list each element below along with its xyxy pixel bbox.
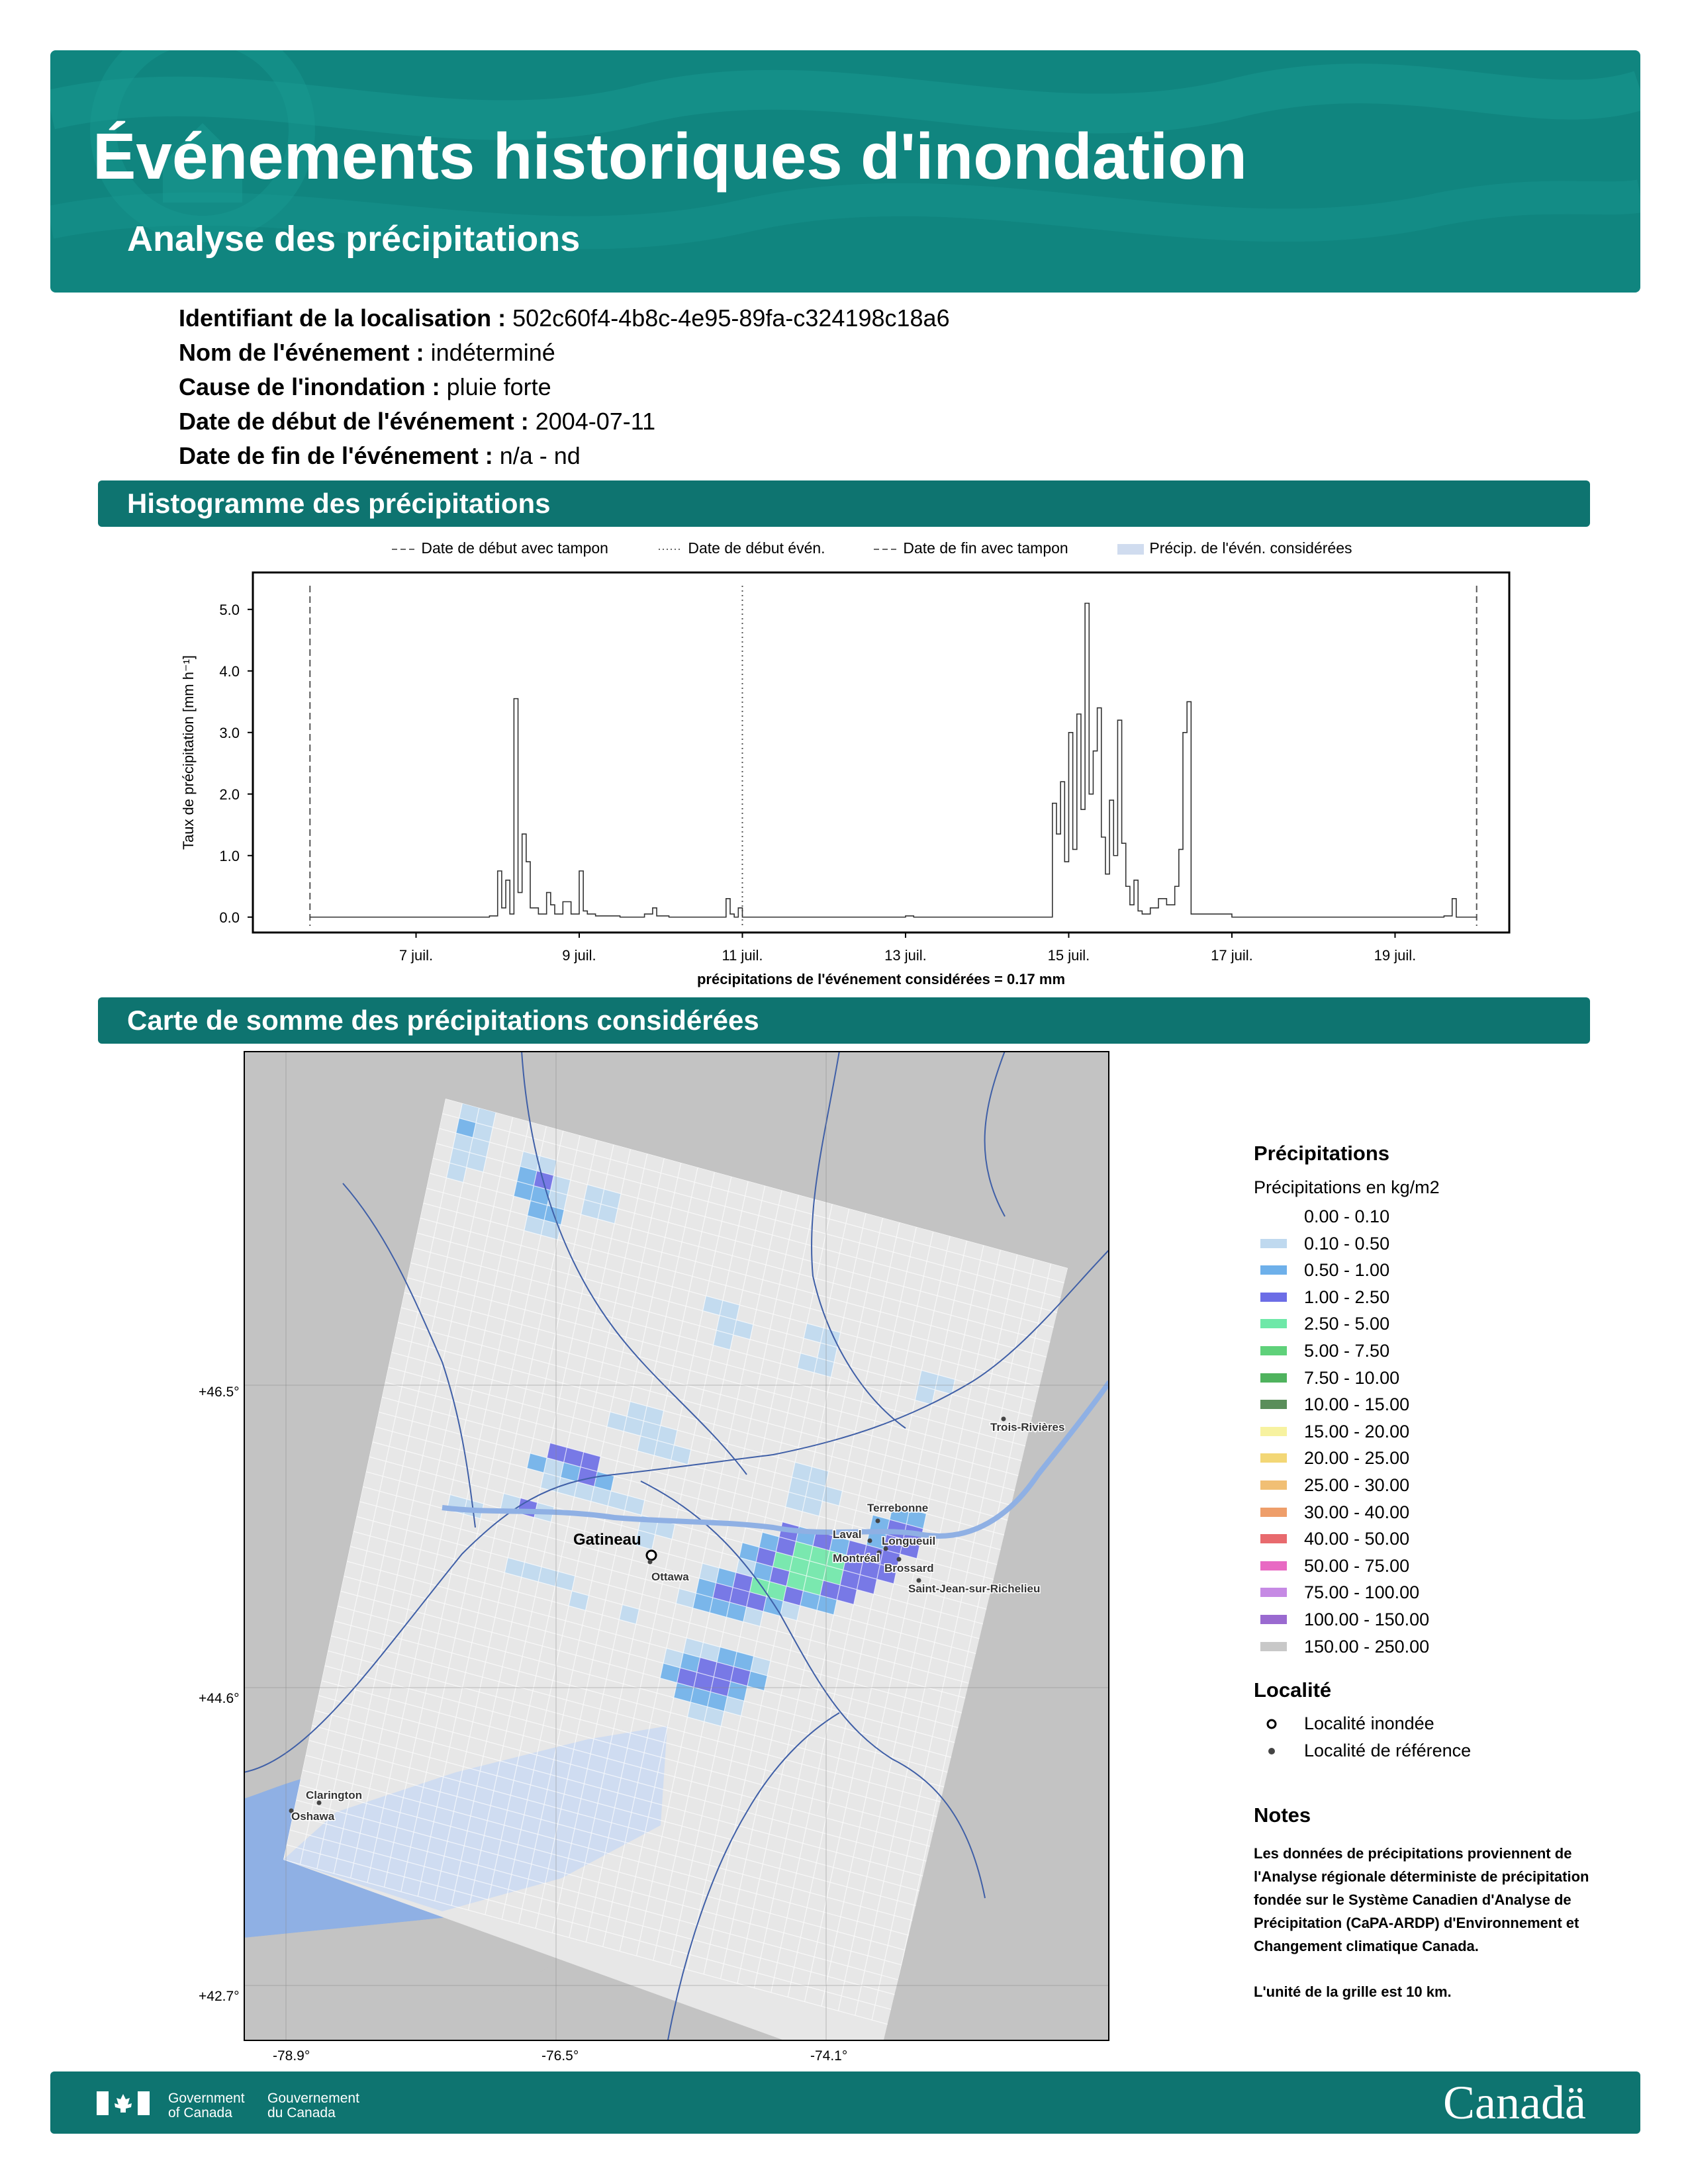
legend-swatch — [1260, 1561, 1287, 1570]
info-end-date — [179, 442, 581, 470]
legend-swatch — [1260, 1480, 1287, 1490]
legend-item — [1254, 1257, 1624, 1284]
info-label: Identifiant de la localisation : — [179, 304, 506, 332]
y-tick-label: 0.0 — [219, 909, 240, 926]
legend-label: 50.00 - 75.00 — [1304, 1555, 1410, 1576]
lat-label: +44.6° — [199, 1691, 240, 1706]
precipitation-histogram — [165, 563, 1523, 999]
legend-swatch — [1260, 1508, 1287, 1517]
legend-items — [1254, 1203, 1624, 1660]
filled-box-icon — [1116, 536, 1145, 563]
legend-swatch — [1260, 1400, 1287, 1409]
open-circle-icon — [1266, 1718, 1278, 1730]
legend-label: Localité de référence — [1304, 1740, 1472, 1760]
place-label: Saint-Jean-sur-Richelieu — [908, 1582, 1041, 1595]
info-value: n/a - nd — [499, 442, 581, 469]
reference-locality-marker — [876, 1519, 880, 1524]
section-map: Carte de somme des précipitations considérées — [98, 997, 1590, 1044]
dashed-line-icon — [872, 536, 899, 563]
legend-label: 75.00 - 100.00 — [1304, 1582, 1420, 1603]
legend-start-event — [657, 535, 825, 561]
y-tick-label: 1.0 — [219, 847, 240, 864]
lon-label: -74.1° — [810, 2048, 848, 2064]
x-tick-label: 11 juil. — [722, 947, 763, 964]
place-label: Brossard — [884, 1562, 934, 1574]
y-tick-label: 2.0 — [219, 786, 240, 803]
legend-label: 1.00 - 2.50 — [1304, 1287, 1390, 1307]
lat-label: +46.5° — [199, 1385, 240, 1400]
legend-label: Date de fin avec tampon — [903, 539, 1068, 557]
x-tick-label: 17 juil. — [1211, 947, 1253, 964]
info-label: Cause de l'inondation : — [179, 373, 440, 400]
legend-item — [1254, 1365, 1624, 1392]
x-tick-label: 13 juil. — [884, 947, 927, 964]
legend-label: 0.50 - 1.00 — [1304, 1260, 1390, 1281]
legend-item — [1254, 1553, 1624, 1580]
government-of-canada-en: Government of Canada — [168, 2091, 245, 2120]
plot-frame — [253, 572, 1509, 933]
y-tick-label: 3.0 — [219, 724, 240, 741]
legend-swatch — [1260, 1642, 1287, 1651]
canada-flag-icon — [97, 2091, 150, 2115]
legend-end-buffer — [872, 535, 1068, 561]
info-cause — [179, 373, 551, 401]
legend-label: 150.00 - 250.00 — [1304, 1636, 1430, 1657]
legend-swatch — [1260, 1534, 1287, 1543]
place-label: Gatineau — [573, 1531, 641, 1549]
legend-label: Localité inondée — [1304, 1713, 1434, 1734]
legend-item — [1254, 1499, 1624, 1526]
legend-label: 10.00 - 15.00 — [1304, 1394, 1410, 1415]
legend-swatch — [1260, 1588, 1287, 1597]
legend-label: Date de début évén. — [688, 539, 825, 557]
canada-wordmark: Canadä — [1443, 2076, 1586, 2129]
legend-label: 5.00 - 7.50 — [1304, 1340, 1390, 1361]
y-axis-label: Taux de précipitation [mm h⁻¹] — [180, 655, 197, 850]
precipitation-map — [244, 1051, 1109, 2041]
reference-locality-marker — [897, 1557, 902, 1562]
x-axis-label: précipitations de l'événement considérées = 0.17 mm — [696, 971, 1066, 987]
info-label: Nom de l'événement : — [179, 339, 424, 366]
x-tick-label: 7 juil. — [399, 947, 434, 964]
legend-swatch — [1260, 1373, 1287, 1383]
legend-item — [1254, 1418, 1624, 1445]
x-tick-label: 9 juil. — [562, 947, 596, 964]
flooded-locality-marker — [647, 1551, 656, 1560]
place-label: Laval — [833, 1528, 862, 1541]
legend-label: 0.00 - 0.10 — [1304, 1206, 1390, 1226]
info-value: 502c60f4-4b8c-4e95-89fa-c324198c18a6 — [512, 304, 950, 332]
legend-label: 0.10 - 0.50 — [1304, 1233, 1390, 1253]
dot-icon — [1266, 1745, 1278, 1757]
place-label: Trois-Rivières — [990, 1421, 1065, 1433]
notes-title: Notes — [1254, 1803, 1311, 1827]
legend-flooded — [1254, 1710, 1624, 1737]
section-histogram: Histogramme des précipitations — [98, 480, 1590, 527]
legend-item — [1254, 1338, 1624, 1365]
info-label: Date de fin de l'événement : — [179, 442, 493, 469]
legend-swatch — [1260, 1293, 1287, 1302]
legend-start-buffer — [391, 535, 608, 561]
legend-subtitle: Précipitations en kg/m2 — [1254, 1177, 1440, 1197]
legend-label: 7.50 - 10.00 — [1304, 1367, 1400, 1388]
legend-item — [1254, 1525, 1624, 1553]
legend-label: 30.00 - 40.00 — [1304, 1502, 1410, 1522]
legend-label: Précip. de l'évén. considérées — [1149, 539, 1352, 557]
place-label: Clarington — [306, 1789, 362, 1801]
reference-locality-marker — [868, 1539, 872, 1543]
legend-item — [1254, 1203, 1624, 1230]
place-label: Montréal — [833, 1552, 880, 1565]
place-label: Oshawa — [291, 1810, 335, 1823]
legend-label: Date de début avec tampon — [421, 539, 608, 557]
legend-swatch — [1260, 1239, 1287, 1248]
legend-label: 15.00 - 20.00 — [1304, 1421, 1410, 1441]
info-value: pluie forte — [446, 373, 551, 400]
y-tick-label: 4.0 — [219, 662, 240, 680]
legend-item — [1254, 1310, 1624, 1338]
notes-text: Les données de précipitations proviennent de l'Analyse régionale déterministe de précipitation fondée sur le Système Canadien d'Analyse de Précipitation (CaPA-ARDP) d'Environnement et Changement climatique Canada. — [1254, 1845, 1589, 1955]
legend-swatch — [1260, 1453, 1287, 1463]
x-tick-label: 15 juil. — [1047, 947, 1090, 964]
legend-reference — [1254, 1737, 1624, 1764]
x-tick-label: 19 juil. — [1374, 947, 1417, 964]
legend-label: 25.00 - 30.00 — [1304, 1475, 1410, 1495]
info-value: indéterminé — [430, 339, 555, 366]
legend-swatch — [1260, 1212, 1287, 1221]
place-label: Longueuil — [882, 1535, 936, 1547]
info-label: Date de début de l'événement : — [179, 408, 529, 435]
legend-item — [1254, 1284, 1624, 1311]
legend-label: 100.00 - 150.00 — [1304, 1609, 1430, 1629]
legend-swatch — [1260, 1346, 1287, 1355]
info-start-date — [179, 408, 655, 435]
reference-locality-marker — [648, 1560, 653, 1565]
lat-label: +42.7° — [199, 1989, 240, 2004]
y-tick-label: 5.0 — [219, 601, 240, 618]
legend-item — [1254, 1445, 1624, 1472]
legend-considered — [1116, 535, 1352, 561]
legend-label: 2.50 - 5.00 — [1304, 1314, 1390, 1334]
locality-title: Localité — [1254, 1678, 1332, 1702]
legend-label: 40.00 - 50.00 — [1304, 1529, 1410, 1549]
legend-item — [1254, 1230, 1624, 1257]
legend-swatch — [1260, 1319, 1287, 1328]
info-location-id — [179, 304, 950, 332]
place-label: Terrebonne — [867, 1502, 929, 1514]
legend-item — [1254, 1633, 1624, 1661]
info-event-name — [179, 339, 555, 367]
legend-item — [1254, 1472, 1624, 1499]
legend-label: 20.00 - 25.00 — [1304, 1448, 1410, 1469]
dotted-line-icon — [657, 536, 684, 563]
page-subtitle: Analyse des précipitations — [127, 219, 581, 259]
government-of-canada-fr: Gouvernement du Canada — [267, 2091, 359, 2120]
notes-unit: L'unité de la grille est 10 km. — [1254, 1983, 1452, 2001]
info-value: 2004-07-11 — [535, 408, 656, 435]
page-title: Événements historiques d'inondation — [93, 120, 1247, 193]
legend-item — [1254, 1391, 1624, 1418]
map-legend — [1254, 1142, 1624, 2003]
lon-label: -76.5° — [541, 2048, 579, 2064]
dashed-line-icon — [391, 536, 417, 563]
legend-swatch — [1260, 1265, 1287, 1275]
legend-item — [1254, 1606, 1624, 1633]
legend-swatch — [1260, 1615, 1287, 1624]
lon-label: -78.9° — [273, 2048, 310, 2064]
legend-title: Précipitations — [1254, 1142, 1389, 1165]
legend-swatch — [1260, 1427, 1287, 1436]
legend-item — [1254, 1579, 1624, 1606]
map-layers — [244, 1051, 1109, 2041]
place-label: Ottawa — [651, 1570, 689, 1583]
